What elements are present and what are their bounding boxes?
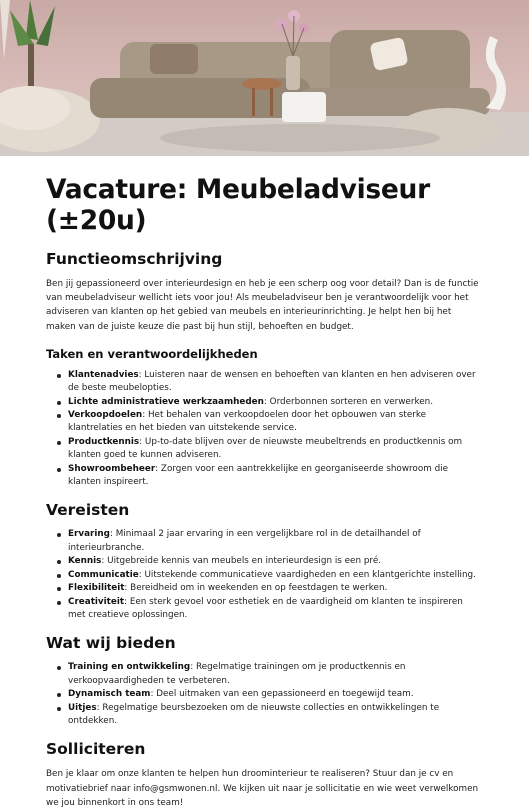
offer-list (46, 661, 483, 728)
list-item (68, 702, 483, 729)
list-item-label: Flexibiliteit (68, 583, 125, 594)
list-item-label: Communicatie (68, 569, 139, 580)
list-item-text: : Uitgebreide kennis van meubels en interieurdesign is een pré. (101, 556, 382, 567)
list-item-text: : Het behalen van verkoopdoelen door het opbouwen van sterke klantrelaties en het bieden van uitstekende service. (68, 410, 427, 434)
list-item (68, 555, 483, 568)
tasks-list (46, 369, 483, 490)
list-item (68, 582, 483, 595)
list-item (68, 409, 483, 436)
list-item-label: Training en ontwikkeling (68, 662, 191, 673)
list-item (68, 569, 483, 582)
apply-heading: Solliciteren (46, 740, 146, 759)
plant-icon (10, 0, 55, 94)
list-item-label: Showroombeheer (68, 463, 156, 474)
list-item-text: : Minimaal 2 jaar ervaring in een vergelijkbare rol in de detailhandel of interieurbranche. (68, 529, 421, 553)
list-item-label: Uitjes (68, 702, 97, 713)
page-title: Vacature: Meubeladviseur (±20u) (46, 174, 430, 236)
list-item-label: Kennis (68, 556, 102, 567)
list-item (68, 436, 483, 463)
apply-text: Ben je klaar om onze klanten te helpen hun droominterieur te realiseren? Stuur dan je cv en motivatiebrief naar info@gsmwonen.nl. We kijken uit naar je sollicitatie en wie weet verwelkomen we jou binnenkort in ons team! (46, 769, 479, 808)
list-item-label: Lichte administratieve werkzaamheden (68, 396, 264, 407)
list-item-text: : Up-to-date blijven over de nieuwste meubeltrends en productkennis om klanten goed te kunnen adviseren. (68, 436, 463, 461)
list-item-text: : Luisteren naar de wensen en behoeften van klanten en hen adviseren over de beste meubelopties. (68, 369, 476, 394)
list-item (68, 463, 483, 490)
vacancy-content (0, 156, 529, 810)
list-item-label: Verkoopdoelen (68, 410, 143, 421)
list-item (68, 528, 483, 555)
list-item-label: Ervaring (68, 529, 110, 540)
list-item (68, 369, 483, 396)
list-item-label: Dynamisch team (68, 689, 151, 700)
description-heading: Functieomschrijving (46, 250, 223, 268)
list-item (68, 596, 483, 623)
list-item (68, 661, 483, 688)
list-item-text: : Regelmatige beursbezoeken om de nieuwste collecties en ontwikkelingen te ontdekken. (68, 702, 440, 726)
description-text: Ben jij gepassioneerd over interieurdesign en heb je een scherp oog voor detail? Dan is de functie van meubeladviseur wellicht iets voor jou! Als meubeladviseur ben je verantwoordelijk voor het adviseren van klanten op het gebied van meubels en interieurinrichting. Je helpt hen bij het maken van de juiste keuze die past bij hun stijl, behoeften en budget. (46, 279, 479, 332)
list-item (68, 688, 483, 701)
list-item-label: Productkennis (68, 436, 140, 447)
requirements-heading: Vereisten (46, 501, 130, 520)
offer-heading: Wat wij bieden (46, 634, 176, 653)
list-item-label: Klantenadvies (68, 369, 139, 380)
list-item-text: : Orderbonnen sorteren en verwerken. (263, 396, 434, 407)
list-item-text: : Uitstekende communicatieve vaardigheden en een klantgerichte instelling. (138, 569, 476, 580)
list-item-text: : Bereidheid om in weekenden en op feestdagen te werken. (124, 583, 388, 594)
tasks-heading: Taken en verantwoordelijkheden (46, 346, 258, 361)
list-item-label: Creativiteit (68, 596, 125, 607)
list-item-text: : Regelmatige trainingen om je productkennis en verkoopvaardigheden te verbeteren. (68, 662, 406, 686)
requirements-list (46, 528, 483, 622)
living-room-photo (0, 0, 529, 156)
list-item-text: : Een sterk gevoel voor esthetiek en de vaardigheid om klanten te inspireren met creatieve oplossingen. (68, 596, 463, 620)
list-item (68, 396, 483, 409)
list-item-text: : Zorgen voor een aantrekkelijke en georganiseerde showroom die klanten inspireert. (68, 463, 449, 488)
list-item-text: : Deel uitmaken van een gepassioneerd en toegewijd team. (150, 689, 414, 700)
hero-image (0, 0, 529, 156)
